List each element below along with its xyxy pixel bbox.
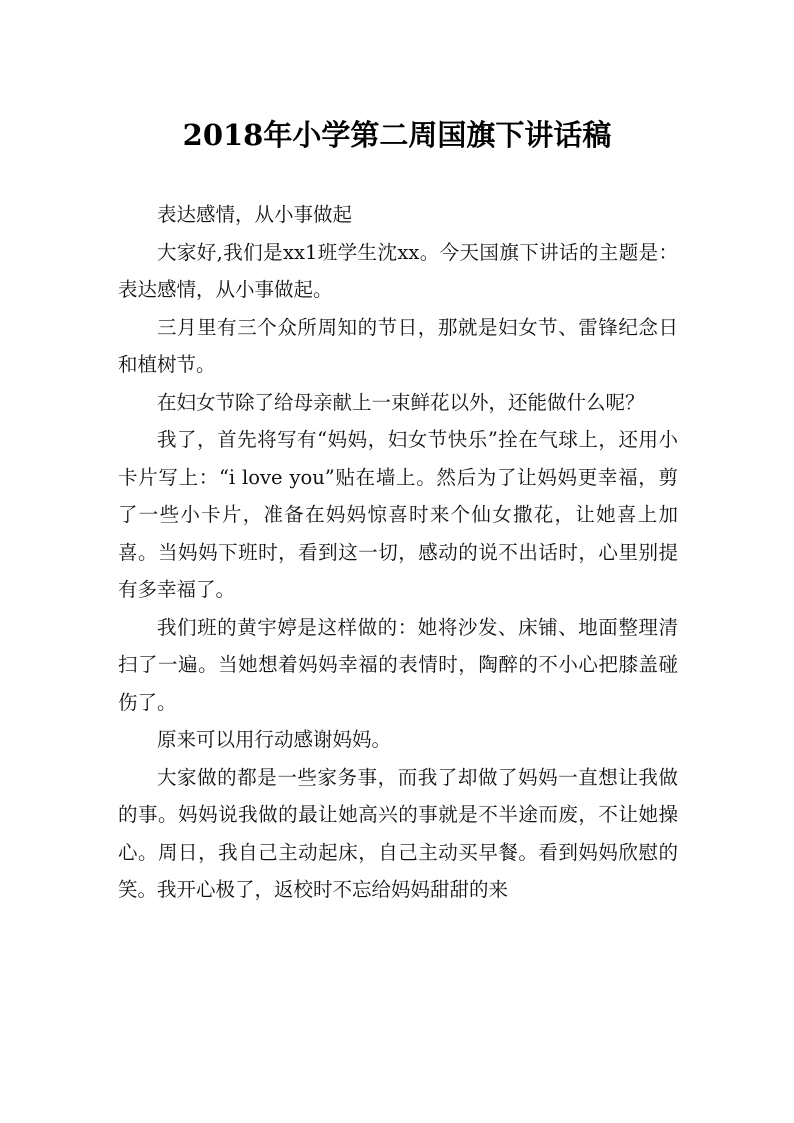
paragraph-my-story: 我了，首先将写有“妈妈，妇女节快乐”拴在气球上，还用小卡片写上：“i love you”贴在墙上。然后为了让妈妈更幸福，剪了一些小卡片，准备在妈妈惊喜时来个仙女撒花，让她喜上加喜。当妈妈下班时，看到这一切，感动的说不出话时，心里别提有多幸福了。 — [118, 428, 678, 601]
paragraph-festivals: 三月里有三个众所周知的节日，那就是妇女节、雷锋纪念日和植树节。 — [118, 315, 678, 376]
paragraph-realization: 原来可以用行动感谢妈妈。 — [157, 728, 392, 751]
paragraph-question: 在妇女节除了给母亲献上一束鲜花以外，还能做什么呢？ — [157, 390, 645, 414]
paragraph-subtitle: 表达感情，从小事做起 — [157, 203, 353, 226]
paragraph-classmate-story: 我们班的黄宇婷是这样做的：她将沙发、床铺、地面整理清扫了一遍。当她想着妈妈幸福的表情时，陶醉的不小心把膝盖碰伤了。 — [118, 615, 678, 714]
document-body — [118, 196, 678, 909]
paragraph-my-action: 大家做的都是一些家务事，而我了却做了妈妈一直想让我做的事。妈妈说我做的最让她高兴的事就是不半途而废，不让她操心。周日，我自己主动起床，自己主动买早餐。看到妈妈欣慰的笑。我开心极了，返校时不忘给妈妈甜甜的来 — [118, 765, 678, 901]
paragraph-greeting: 大家好,我们是xx1班学生沈xx。今天国旗下讲话的主题是：表达感情，从小事做起。 — [118, 240, 678, 301]
document-title: 2018年小学第二周国旗下讲话稿 — [182, 118, 612, 153]
